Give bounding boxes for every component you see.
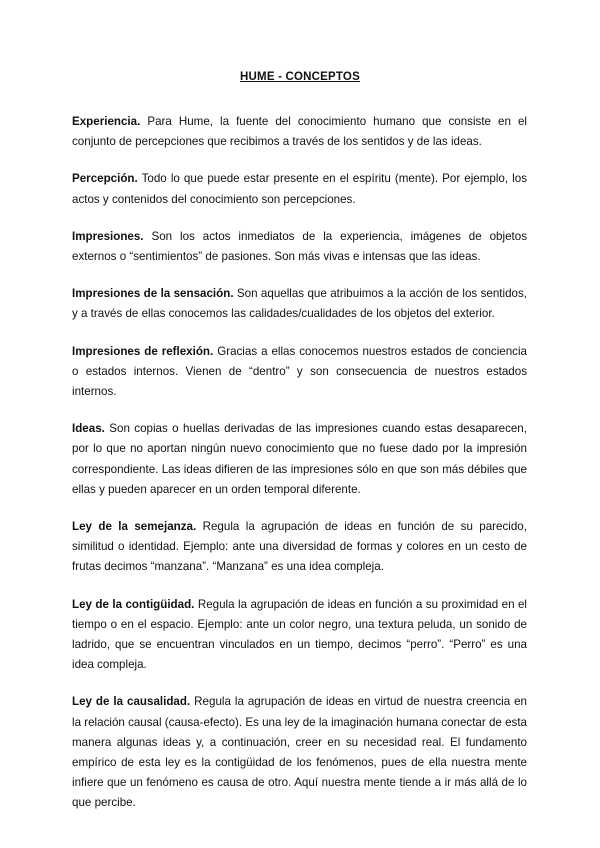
- entry-percepcion: [72, 169, 527, 209]
- entry-ideas: [72, 419, 527, 500]
- entry-text: Son aquellas que atribuimos a la acción de los sentidos, y a través de ellas conocemos las calidades/cualidades de los objetos del exterior.: [72, 287, 527, 321]
- entry-impresiones-sensacion: [72, 284, 527, 324]
- entry-text: Regula la agrupación de ideas en función a su proximidad en el tiempo o en el espacio. Ejemplo: ante un color negro, una textura peluda, un sonido de ladrido, que se encuentran vinculados en un tiempo, decimos “perro”. “Perro” es una idea compleja.: [72, 597, 527, 672]
- entry-term: Impresiones.: [72, 229, 144, 243]
- entry-term: Ley de la contigüidad.: [72, 597, 195, 611]
- entry-impresiones: [72, 227, 527, 267]
- concept-list: [72, 112, 527, 831]
- entry-text: Son copias o huellas derivadas de las impresiones cuando estas desaparecen, por lo que no aportan ningún nuevo conocimiento que no fuese dado por la impresión correspondiente. Las ideas difieren de las impresiones sólo en que son más débiles que ellas y pueden aparecer en un orden temporal diferente.: [72, 422, 527, 496]
- entry-text: Todo lo que puede estar presente en el espíritu (mente). Por ejemplo, los actos y contenidos del conocimiento son percepciones.: [72, 172, 527, 206]
- entry-ley-semejanza: [72, 517, 527, 578]
- entry-term: Impresiones de reflexión.: [72, 344, 214, 358]
- entry-text: Regula la agrupación de ideas en virtud de nuestra creencia en la relación causal (causa-efecto). Es una ley de la imaginación humana conectar de esta manera algunas ideas y, a continuación, creer en su necesidad real. El fundamento empírico de esta ley es la contigüidad de los fenómenos, pues de ella nuestra mente infiere que un fenómeno es causa de otro. Aquí nuestra mente tiende a ir más allá de lo que percibe.: [72, 695, 527, 810]
- entry-ley-causalidad: [72, 692, 527, 813]
- entry-text: Gracias a ellas conocemos nuestros estados de conciencia o estados internos. Vienen de “dentro” y son consecuencia de nuestros estados internos.: [72, 344, 527, 399]
- entry-ley-contiguidad: [72, 595, 527, 676]
- entry-term: Experiencia.: [72, 115, 141, 128]
- entry-term: Percepción.: [72, 172, 138, 186]
- entry-term: Ley de la causalidad.: [72, 695, 191, 709]
- entry-term: Ideas.: [72, 422, 105, 436]
- entry-term: Ley de la semejanza.: [72, 520, 197, 534]
- entry-term: Impresiones de la sensación.: [72, 287, 234, 301]
- entry-text: Regula la agrupación de ideas en función de su parecido, similitud o identidad. Ejemplo: ante una diversidad de formas y colores en un cesto de frutas decimos “manzana”. “Manzana” es una idea compleja.: [72, 520, 527, 574]
- entry-impresiones-reflexion: [72, 342, 527, 403]
- entry-experiencia: [72, 112, 527, 152]
- page-title: HUME - CONCEPTOS: [240, 71, 360, 83]
- entry-text: Son los actos inmediatos de la experiencia, imágenes de objetos externos o “sentimientos” de pasiones. Son más vivas e intensas que las ideas.: [72, 229, 527, 264]
- entry-text: Para Hume, la fuente del conocimiento humano que consiste en el conjunto de percepciones que recibimos a través de los sentidos y de las ideas.: [72, 115, 527, 149]
